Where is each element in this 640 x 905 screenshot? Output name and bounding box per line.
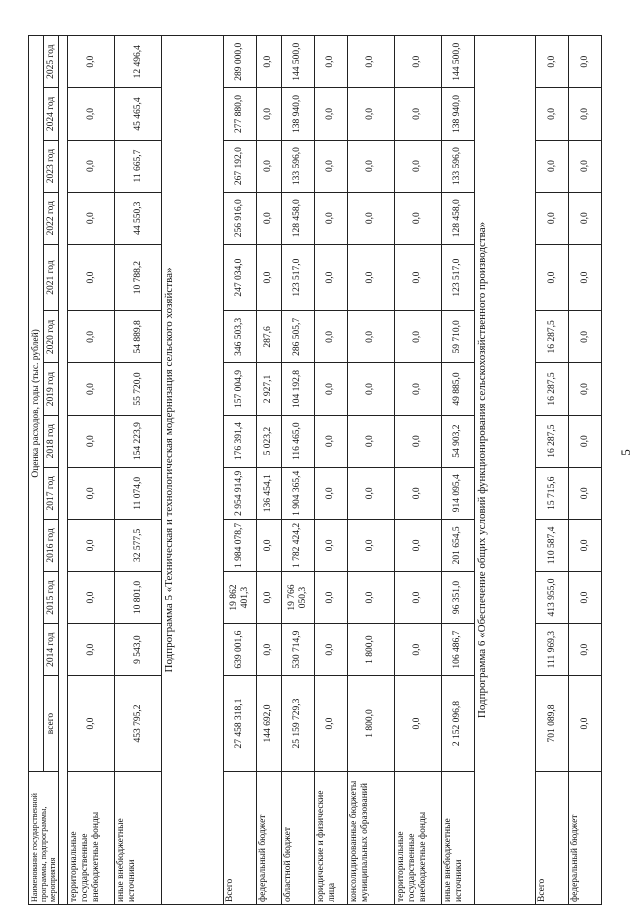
row-value: 0,0 <box>536 140 569 192</box>
row-value: 10 801,0 <box>115 571 162 623</box>
row-value: 11 665,7 <box>115 140 162 192</box>
row-value: 0,0 <box>347 140 394 192</box>
row-value: 138 940,0 <box>441 88 474 140</box>
row-value: 59 710,0 <box>441 311 474 363</box>
row-value: 176 391,4 <box>223 415 256 467</box>
row-name: юридические и физические лица <box>314 771 347 904</box>
row-value: 96 351,0 <box>441 571 474 623</box>
page-number: 5 <box>618 449 633 456</box>
row-value: 19 862 401,3 <box>223 571 256 623</box>
row-value: 286 505,7 <box>281 311 314 363</box>
row-total: 453 795,2 <box>115 676 162 772</box>
row-value: 0,0 <box>394 36 441 88</box>
row-value: 111 969,3 <box>536 624 569 676</box>
row-value: 45 465,4 <box>115 88 162 140</box>
row-value: 201 654,5 <box>441 519 474 571</box>
row-value: 0,0 <box>68 140 115 192</box>
row-value: 0,0 <box>68 571 115 623</box>
row-value: 0,0 <box>569 624 602 676</box>
row-value: 138 940,0 <box>281 88 314 140</box>
row-value: 0,0 <box>394 88 441 140</box>
row-value: 0,0 <box>314 519 347 571</box>
row-value: 289 000,0 <box>223 36 256 88</box>
table-row <box>281 36 314 905</box>
row-value: 0,0 <box>569 192 602 244</box>
row-value: 128 458,0 <box>281 192 314 244</box>
row-value: 44 550,3 <box>115 192 162 244</box>
header-year: 2020 год <box>44 311 59 363</box>
row-value: 346 503,3 <box>223 311 256 363</box>
row-value: 32 577,5 <box>115 519 162 571</box>
row-name: федеральный бюджет <box>256 771 281 904</box>
row-value: 0,0 <box>347 519 394 571</box>
row-value: 0,0 <box>68 244 115 311</box>
table-row <box>68 36 115 905</box>
row-value: 128 458,0 <box>441 192 474 244</box>
row-value: 0,0 <box>68 88 115 140</box>
row-value: 0,0 <box>314 244 347 311</box>
row-value: 157 004,9 <box>223 363 256 415</box>
row-value: 0,0 <box>314 192 347 244</box>
row-value: 0,0 <box>569 311 602 363</box>
row-value: 0,0 <box>347 88 394 140</box>
row-value: 133 596,0 <box>441 140 474 192</box>
header-year: 2015 год <box>44 571 59 623</box>
row-value: 0,0 <box>347 363 394 415</box>
row-value: 413 955,0 <box>536 571 569 623</box>
row-name: Всего <box>536 771 569 904</box>
header-year: 2021 год <box>44 244 59 311</box>
row-value: 1 984 078,7 <box>223 519 256 571</box>
header-year: 2014 год <box>44 624 59 676</box>
row-value: 0,0 <box>569 571 602 623</box>
row-total: 25 159 729,3 <box>281 676 314 772</box>
row-value: 0,0 <box>314 624 347 676</box>
row-value: 19 766 050,3 <box>281 571 314 623</box>
row-value: 16 287,5 <box>536 363 569 415</box>
row-value: 0,0 <box>569 88 602 140</box>
row-value: 0,0 <box>68 519 115 571</box>
spacer-cell <box>59 36 68 905</box>
row-value: 0,0 <box>256 519 281 571</box>
row-value: 0,0 <box>394 363 441 415</box>
row-total: 144 692,0 <box>256 676 281 772</box>
row-value: 287,6 <box>256 311 281 363</box>
row-value: 0,0 <box>314 363 347 415</box>
row-value: 0,0 <box>536 192 569 244</box>
row-value: 0,0 <box>68 192 115 244</box>
row-value: 5 023,2 <box>256 415 281 467</box>
row-value: 0,0 <box>394 244 441 311</box>
row-value: 267 192,0 <box>223 140 256 192</box>
row-total: 701 089,8 <box>536 676 569 772</box>
row-name: федеральный бюджет <box>569 771 602 904</box>
row-name: областной бюджет <box>281 771 314 904</box>
row-value: 0,0 <box>68 415 115 467</box>
header-row-1 <box>29 36 44 905</box>
row-total: 1 800,0 <box>347 676 394 772</box>
row-value: 530 714,9 <box>281 624 314 676</box>
subprogram-title-row <box>162 36 224 905</box>
row-value: 106 486,7 <box>441 624 474 676</box>
row-value: 277 880,0 <box>223 88 256 140</box>
header-name-col: Наименование государственной программы, подпрограммы, мероприятия <box>29 771 59 904</box>
row-value: 0,0 <box>536 88 569 140</box>
header-year: 2019 год <box>44 363 59 415</box>
header-year: 2018 год <box>44 415 59 467</box>
row-value: 49 885,0 <box>441 363 474 415</box>
row-value: 256 916,0 <box>223 192 256 244</box>
row-value: 0,0 <box>314 311 347 363</box>
row-value: 0,0 <box>68 36 115 88</box>
row-value: 0,0 <box>68 363 115 415</box>
row-value: 1 782 424,2 <box>281 519 314 571</box>
table-row <box>394 36 441 905</box>
row-value: 16 287,5 <box>536 311 569 363</box>
row-value: 0,0 <box>314 88 347 140</box>
row-value: 0,0 <box>314 415 347 467</box>
row-value: 0,0 <box>68 467 115 519</box>
table-row <box>441 36 474 905</box>
row-name: территориальные государственные внебюджетные фонды <box>68 771 115 904</box>
row-value: 0,0 <box>314 36 347 88</box>
row-value: 136 454,1 <box>256 467 281 519</box>
row-value: 104 192,8 <box>281 363 314 415</box>
row-value: 9 543,0 <box>115 624 162 676</box>
row-value: 0,0 <box>68 311 115 363</box>
header-year: 2023 год <box>44 140 59 192</box>
row-total: 0,0 <box>569 676 602 772</box>
row-value: 1 800,0 <box>347 624 394 676</box>
row-value: 144 500,0 <box>281 36 314 88</box>
row-value: 0,0 <box>394 467 441 519</box>
row-value: 2 954 914,9 <box>223 467 256 519</box>
row-value: 247 034,0 <box>223 244 256 311</box>
row-value: 15 715,6 <box>536 467 569 519</box>
table-row <box>314 36 347 905</box>
row-value: 0,0 <box>347 36 394 88</box>
row-value: 0,0 <box>347 311 394 363</box>
row-total: 0,0 <box>314 676 347 772</box>
row-value: 123 517,0 <box>281 244 314 311</box>
row-value: 0,0 <box>347 244 394 311</box>
row-value: 116 465,0 <box>281 415 314 467</box>
row-value: 0,0 <box>394 140 441 192</box>
table-row <box>347 36 394 905</box>
row-value: 0,0 <box>394 519 441 571</box>
header-year: 2022 год <box>44 192 59 244</box>
row-total: 0,0 <box>68 676 115 772</box>
header-year: 2016 год <box>44 519 59 571</box>
row-value: 2 927,1 <box>256 363 281 415</box>
header-year: 2024 год <box>44 88 59 140</box>
row-value: 0,0 <box>569 140 602 192</box>
budget-table <box>28 35 602 905</box>
row-value: 10 788,2 <box>115 244 162 311</box>
row-value: 144 500,0 <box>441 36 474 88</box>
row-value: 123 517,0 <box>441 244 474 311</box>
row-value: 133 596,0 <box>281 140 314 192</box>
row-value: 914 095,4 <box>441 467 474 519</box>
header-year: 2025 год <box>44 36 59 88</box>
row-value: 54 903,2 <box>441 415 474 467</box>
row-value: 0,0 <box>256 571 281 623</box>
subprogram-title: Подпрограмма 5 «Техническая и технологическая модернизация сельского хозяйства» <box>162 36 224 905</box>
row-value: 0,0 <box>394 192 441 244</box>
row-value: 54 889,8 <box>115 311 162 363</box>
row-value: 0,0 <box>536 244 569 311</box>
row-value: 110 587,4 <box>536 519 569 571</box>
subprogram-title-row <box>474 36 536 905</box>
header-estimate: Оценка расходов, годы (тыс. рублей) <box>29 36 44 772</box>
row-value: 0,0 <box>569 519 602 571</box>
budget-table-wrapper <box>28 35 600 905</box>
row-value: 0,0 <box>68 624 115 676</box>
row-value: 0,0 <box>569 415 602 467</box>
row-value: 0,0 <box>347 467 394 519</box>
row-value: 0,0 <box>314 571 347 623</box>
row-name: иные внебюджетные источники <box>441 771 474 904</box>
row-value: 12 496,4 <box>115 36 162 88</box>
table-row <box>115 36 162 905</box>
row-total: 2 152 096,8 <box>441 676 474 772</box>
row-value: 0,0 <box>394 415 441 467</box>
row-value: 0,0 <box>347 415 394 467</box>
row-value: 55 720,0 <box>115 363 162 415</box>
row-value: 0,0 <box>569 363 602 415</box>
row-total: 0,0 <box>394 676 441 772</box>
row-value: 0,0 <box>569 36 602 88</box>
table-row <box>569 36 602 905</box>
row-value: 0,0 <box>314 467 347 519</box>
spacer-row <box>59 36 68 905</box>
row-value: 0,0 <box>256 88 281 140</box>
row-value: 154 223,9 <box>115 415 162 467</box>
row-value: 0,0 <box>536 36 569 88</box>
row-value: 16 287,5 <box>536 415 569 467</box>
header-total: всего <box>44 676 59 772</box>
table-row <box>223 36 256 905</box>
row-value: 0,0 <box>569 244 602 311</box>
row-value: 0,0 <box>256 140 281 192</box>
row-value: 0,0 <box>256 244 281 311</box>
table-row <box>536 36 569 905</box>
row-value: 0,0 <box>394 624 441 676</box>
table-row <box>256 36 281 905</box>
row-value: 1 904 365,4 <box>281 467 314 519</box>
row-total: 27 458 318,1 <box>223 676 256 772</box>
row-name: консолидированные бюджеты муниципальных образований <box>347 771 394 904</box>
row-value: 0,0 <box>256 36 281 88</box>
header-year: 2017 год <box>44 467 59 519</box>
row-value: 0,0 <box>347 571 394 623</box>
row-value: 11 074,0 <box>115 467 162 519</box>
row-value: 0,0 <box>394 311 441 363</box>
row-value: 0,0 <box>314 140 347 192</box>
row-value: 0,0 <box>394 571 441 623</box>
row-name: территориальные государственные внебюджетные фонды <box>394 771 441 904</box>
row-value: 0,0 <box>256 624 281 676</box>
row-value: 0,0 <box>256 192 281 244</box>
row-value: 0,0 <box>347 192 394 244</box>
row-value: 639 001,6 <box>223 624 256 676</box>
row-value: 0,0 <box>569 467 602 519</box>
subprogram-title: Подпрограмма 6 «Обеспечение общих условий функционирования сельскохозяйственного производства» <box>474 36 536 905</box>
row-name: Всего <box>223 771 256 904</box>
row-name: иные внебюджетные источники <box>115 771 162 904</box>
